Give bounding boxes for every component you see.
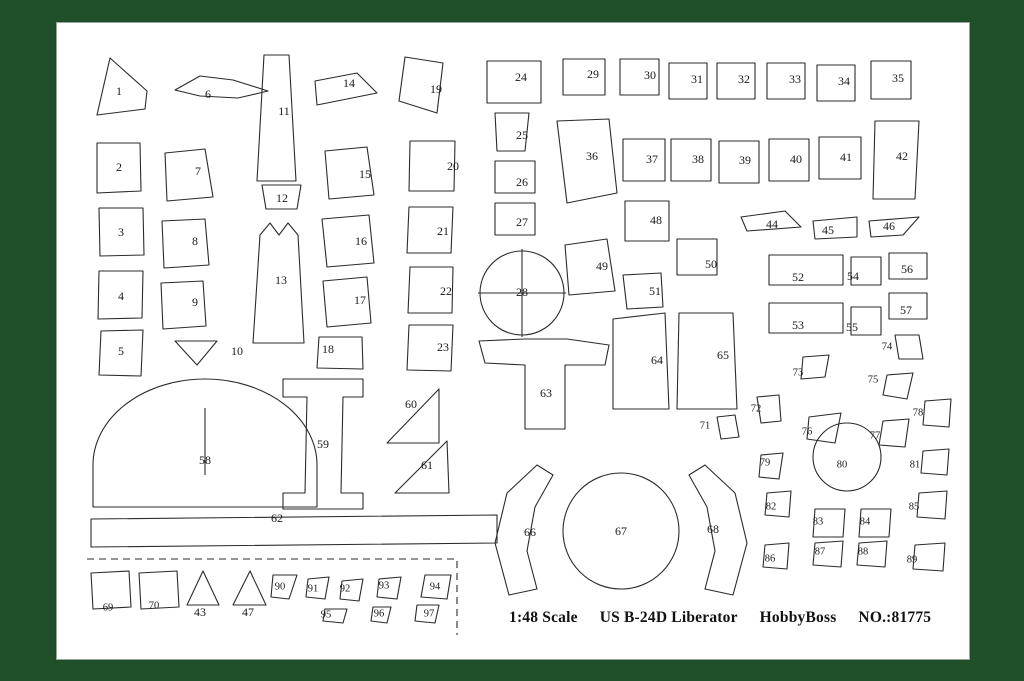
part-number-labels (103, 67, 924, 621)
part-number-36: 36 (586, 148, 598, 163)
part-number-77: 77 (869, 430, 881, 442)
part-number-82: 82 (765, 501, 777, 513)
part-number-16: 16 (355, 233, 367, 248)
part-number-28: 28 (516, 284, 528, 299)
cut-area (87, 559, 457, 635)
part-number-70: 70 (148, 600, 160, 612)
part-number-91: 91 (307, 583, 319, 595)
part-number-72: 72 (750, 403, 762, 415)
sheet-caption (509, 601, 949, 635)
part-number-47: 47 (242, 604, 254, 619)
part-number-2: 2 (116, 159, 122, 174)
part-number-69: 69 (102, 602, 114, 614)
part-number-92: 92 (339, 583, 351, 595)
part-group-column-1 (97, 58, 268, 376)
part-number-32: 32 (738, 71, 750, 86)
part-number-93: 93 (378, 580, 390, 592)
part-number-24: 24 (515, 69, 527, 84)
part-number-38: 38 (692, 151, 704, 166)
part-number-59: 59 (317, 436, 329, 451)
part-number-71: 71 (699, 420, 711, 432)
part-number-53: 53 (792, 317, 804, 332)
part-number-43: 43 (194, 604, 206, 619)
caption-kit-number: NO.:81775 (858, 609, 932, 626)
part-number-46: 46 (883, 218, 895, 233)
part-number-15: 15 (359, 166, 371, 181)
part-number-49: 49 (596, 258, 608, 273)
part-number-40: 40 (790, 151, 802, 166)
part-number-64: 64 (651, 352, 663, 367)
part-number-14: 14 (343, 75, 355, 90)
part-number-5: 5 (118, 343, 124, 358)
caption-scale: 1:48 Scale (509, 609, 578, 626)
part-number-26: 26 (516, 174, 528, 189)
part-number-1: 1 (116, 83, 122, 98)
part-group-column-5 (717, 211, 951, 571)
part-number-17: 17 (354, 292, 366, 307)
part-number-97: 97 (423, 608, 435, 620)
part-number-88: 88 (857, 546, 869, 558)
part-number-13: 13 (275, 272, 287, 287)
part-number-65: 65 (717, 347, 729, 362)
part-number-80: 80 (836, 459, 848, 471)
part-number-50: 50 (705, 256, 717, 271)
part-number-10: 10 (231, 343, 243, 358)
part-number-68: 68 (707, 521, 719, 536)
part-number-11: 11 (278, 103, 290, 118)
part-number-31: 31 (691, 71, 703, 86)
part-number-34: 34 (838, 73, 850, 88)
part-number-22: 22 (440, 283, 452, 298)
part-number-66: 66 (524, 524, 536, 539)
part-number-87: 87 (814, 546, 826, 558)
part-number-61: 61 (421, 457, 433, 472)
part-number-35: 35 (892, 70, 904, 85)
part-number-8: 8 (192, 233, 198, 248)
part-number-63: 63 (540, 385, 552, 400)
part-number-94: 94 (429, 581, 441, 593)
part-number-83: 83 (812, 516, 824, 528)
part-number-30: 30 (644, 67, 656, 82)
part-number-7: 7 (195, 163, 201, 178)
part-number-6: 6 (205, 86, 211, 101)
part-number-74: 74 (881, 341, 893, 353)
part-number-18: 18 (322, 341, 334, 356)
part-number-73: 73 (792, 367, 804, 379)
part-number-96: 96 (373, 608, 385, 620)
part-number-20: 20 (447, 158, 459, 173)
part-number-57: 57 (900, 302, 912, 317)
part-number-86: 86 (764, 553, 776, 565)
part-group-column-4 (557, 59, 919, 409)
part-number-41: 41 (840, 149, 852, 164)
part-number-37: 37 (646, 151, 658, 166)
part-group-large (91, 379, 497, 547)
part-number-52: 52 (792, 269, 804, 284)
caption-brand: HobbyBoss (759, 609, 837, 626)
part-number-60: 60 (405, 396, 417, 411)
parts-diagram (57, 23, 969, 659)
part-number-81: 81 (909, 459, 921, 471)
part-number-19: 19 (430, 81, 442, 96)
part-number-85: 85 (908, 501, 920, 513)
part-number-33: 33 (789, 71, 801, 86)
part-number-25: 25 (516, 127, 528, 142)
part-number-21: 21 (437, 223, 449, 238)
part-number-76: 76 (801, 426, 813, 438)
part-number-42: 42 (896, 148, 908, 163)
part-number-9: 9 (192, 294, 198, 309)
part-number-3: 3 (118, 224, 124, 239)
part-number-95: 95 (320, 609, 332, 621)
part-number-84: 84 (859, 516, 871, 528)
part-number-27: 27 (516, 214, 528, 229)
part-number-79: 79 (759, 457, 771, 469)
part-number-78: 78 (912, 407, 924, 419)
part-number-75: 75 (867, 374, 879, 386)
part-number-44: 44 (766, 216, 778, 231)
caption-subject: US B-24D Liberator (599, 609, 738, 626)
part-number-90: 90 (274, 581, 286, 593)
part-number-55: 55 (846, 319, 858, 334)
part-number-4: 4 (118, 288, 124, 303)
part-number-62: 62 (271, 510, 283, 525)
part-number-51: 51 (649, 283, 661, 298)
part-number-56: 56 (901, 261, 913, 276)
part-number-39: 39 (739, 152, 751, 167)
part-number-29: 29 (587, 66, 599, 81)
part-group-column-2 (253, 55, 455, 371)
part-number-12: 12 (276, 190, 288, 205)
part-number-89: 89 (906, 554, 918, 566)
masking-sheet (56, 22, 970, 660)
part-number-23: 23 (437, 339, 449, 354)
part-number-45: 45 (822, 222, 834, 237)
part-number-58: 58 (199, 452, 211, 467)
part-number-54: 54 (847, 268, 859, 283)
part-number-67: 67 (615, 523, 627, 538)
part-number-48: 48 (650, 212, 662, 227)
